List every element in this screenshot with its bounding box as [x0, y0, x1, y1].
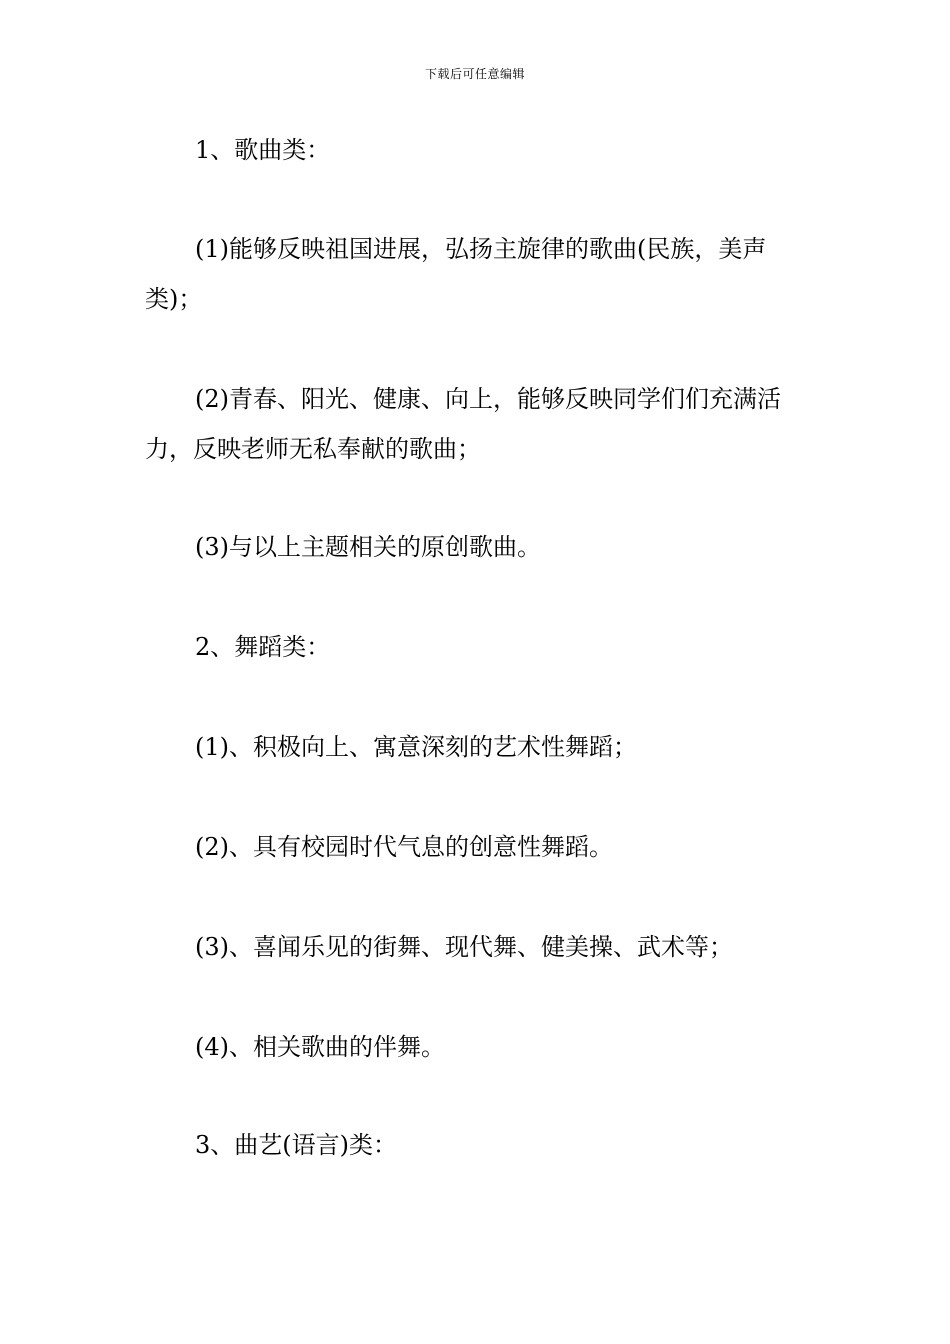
list-item: (2)青春、阳光、健康、向上，能够反映同学们们充满活力，反映老师无私奉献的歌曲；: [145, 385, 781, 463]
list-item: (4)、相关歌曲的伴舞。: [195, 1033, 445, 1061]
section-heading-quyi: 3、曲艺(语言)类：: [195, 1131, 397, 1159]
list-item: (3)与以上主题相关的原创歌曲。: [195, 533, 541, 561]
list-item: (1)、积极向上、寓意深刻的艺术性舞蹈；: [195, 733, 637, 761]
page-header: 下载后可任意编辑: [424, 67, 525, 81]
list-item: (1)能够反映祖国进展，弘扬主旋律的歌曲(民族，美声类)；: [145, 235, 767, 313]
section-heading-songs: 1、歌曲类：: [195, 136, 331, 164]
section-heading-dance: 2、舞蹈类：: [195, 633, 331, 661]
list-item: (2)、具有校园时代气息的创意性舞蹈。: [195, 833, 613, 861]
list-item: (3)、喜闻乐见的街舞、现代舞、健美操、武术等；: [195, 933, 733, 961]
